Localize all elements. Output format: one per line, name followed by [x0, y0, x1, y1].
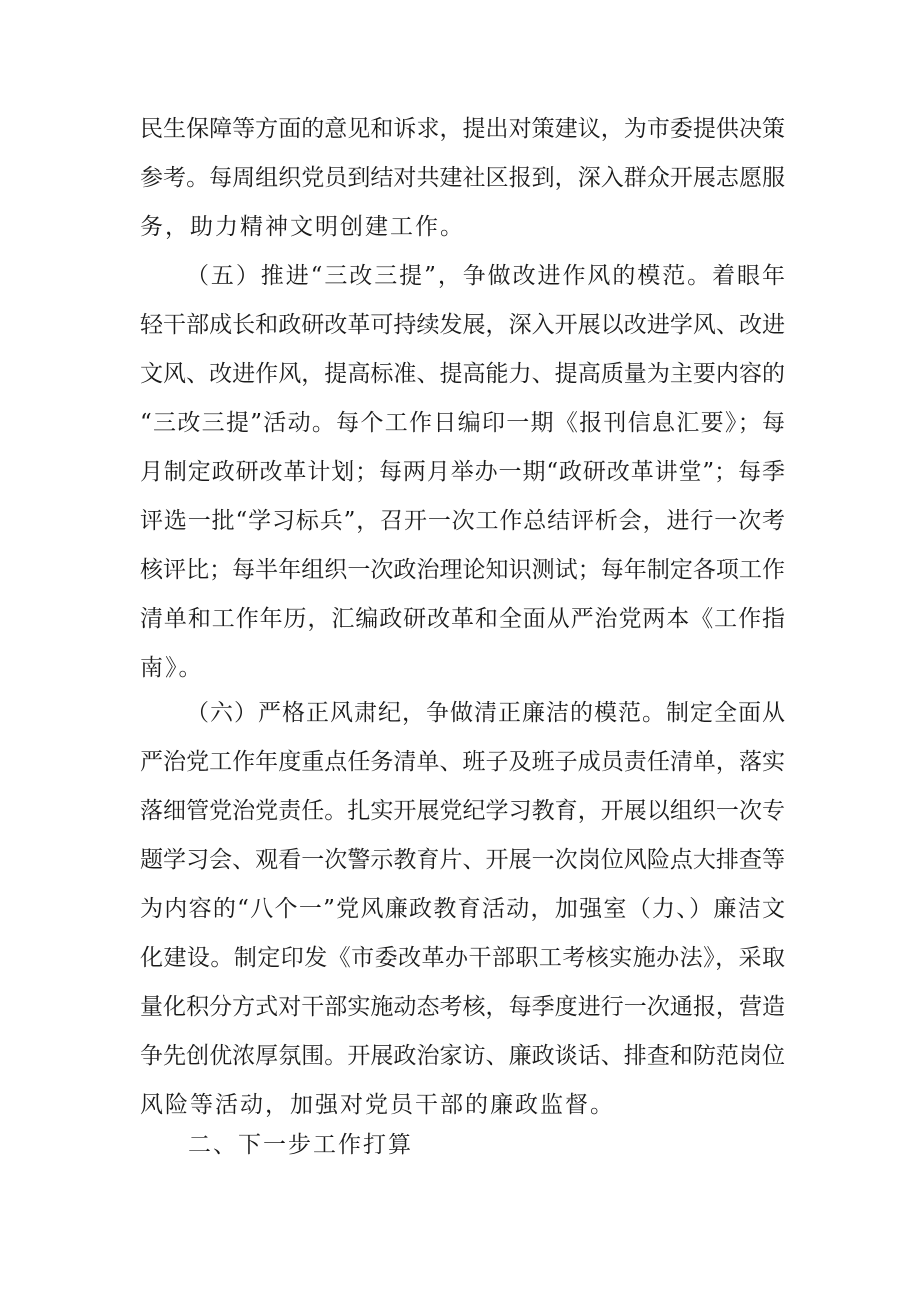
text-line: 核评比；每半年组织一次政治理论知识测试；每年制定各项工作	[140, 557, 785, 583]
text-line: 民生保障等方面的意见和诉求，提出对策建议，为市委提供决策	[140, 116, 785, 142]
section-heading: 二、下一步工作打算	[188, 1132, 413, 1158]
text-line: 清单和工作年历，汇编政研改革和全面从严治党两本《工作指	[140, 606, 785, 632]
text-line: 南》。	[140, 655, 204, 681]
text-line: 风险等活动，加强对党员干部的廉政监督。	[140, 1092, 615, 1118]
text-line: 参考。每周组织党员到结对共建社区报到，深入群众开展志愿服	[140, 165, 785, 191]
text-line: 题学习会、观看一次警示教育片、开展一次岗位风险点大排查等	[140, 847, 785, 873]
text-line: 为内容的“八个一”党风廉政教育活动，加强室（力、）廉洁文	[140, 896, 785, 922]
text-line: 务，助力精神文明创建工作。	[140, 214, 465, 240]
text-line: （五）推进“三改三提”，争做改进作风的模范。着眼年	[186, 263, 785, 289]
text-line: 轻干部成长和政研改革可持续发展，深入开展以改进学风、改进	[140, 312, 785, 338]
text-line: 争先创优浓厚氛围。开展政治家访、廉政谈话、排查和防范岗位	[140, 1043, 785, 1069]
text-line: 月制定政研改革计划；每两月举办一期“政研改革讲堂”；每季	[140, 459, 785, 485]
text-line: 化建设。制定印发《市委改革办干部职工考核实施办法》，采取	[140, 945, 785, 971]
text-line: “三改三提”活动。每个工作日编印一期《报刊信息汇要》；每	[140, 410, 785, 436]
text-line: 文风、改进作风，提高标准、提高能力、提高质量为主要内容的	[140, 361, 785, 387]
text-line: 严治党工作年度重点任务清单、班子及班子成员责任清单，落实	[140, 749, 785, 775]
text-line: 评选一批“学习标兵”，召开一次工作总结评析会，进行一次考	[140, 508, 785, 534]
text-line: 落细管党治党责任。扎实开展党纪学习教育，开展以组织一次专	[140, 798, 785, 824]
text-line: 量化积分方式对干部实施动态考核，每季度进行一次通报，营造	[140, 994, 785, 1020]
text-line: （六）严格正风肃纪，争做清正廉洁的模范。制定全面从	[186, 700, 785, 726]
